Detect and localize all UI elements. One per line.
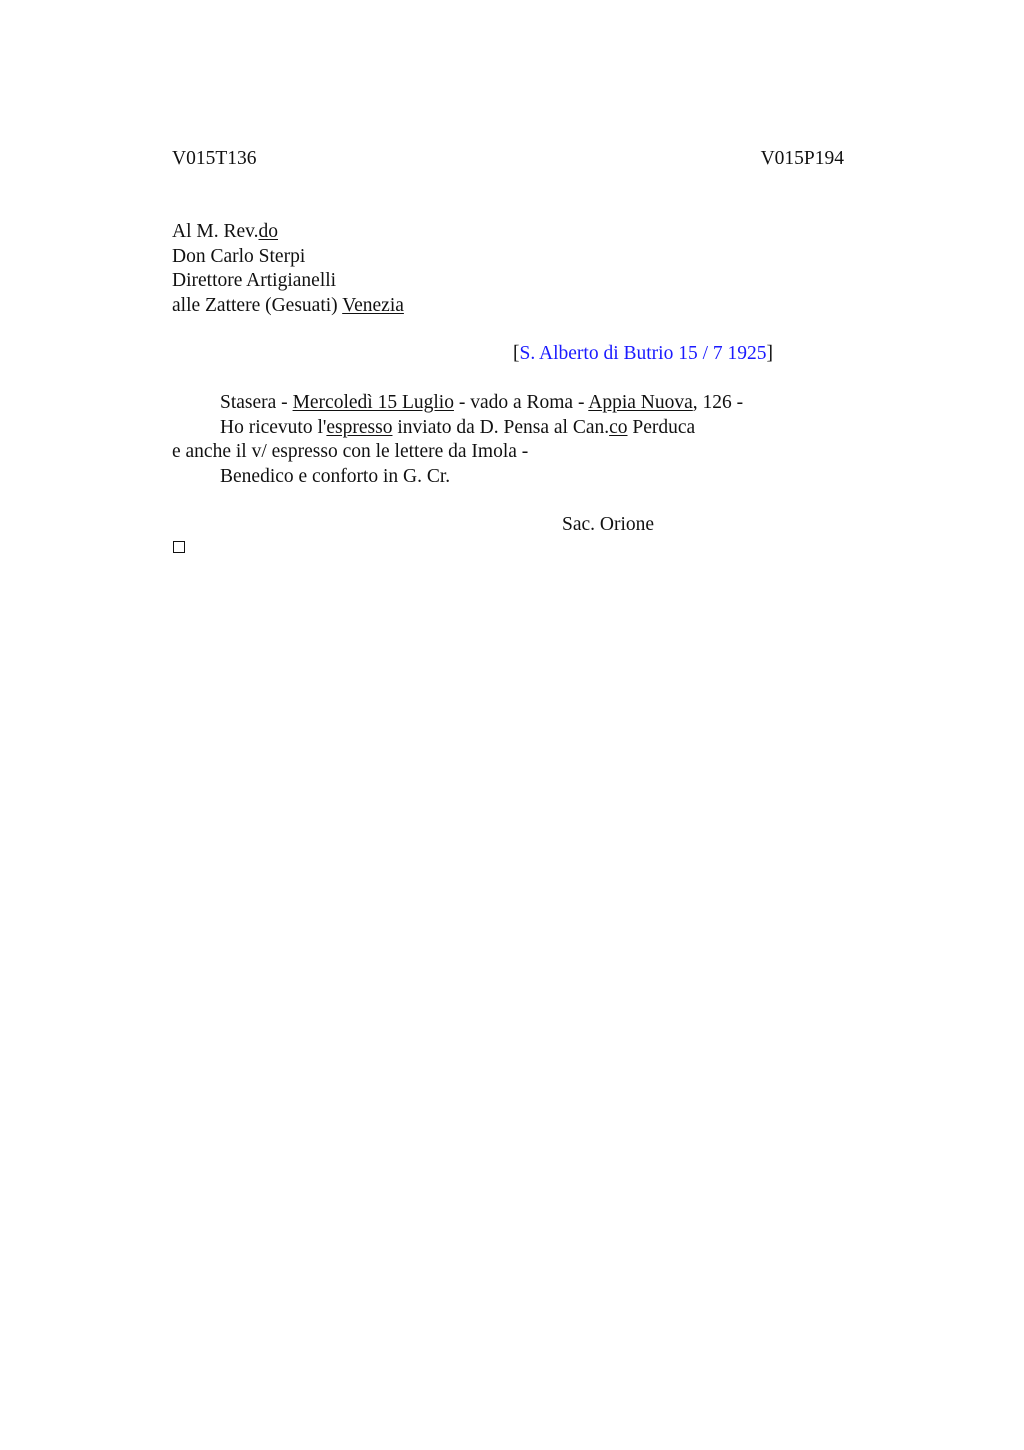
body-line-1-underlined-1: Mercoledì 15 Luglio — [292, 392, 454, 413]
address-line-1 — [172, 220, 404, 245]
body-line-2-part-2: inviato da D. Pensa al Can. — [392, 416, 610, 438]
reference-code-left: V015T136 — [172, 148, 257, 169]
signature: Sac. Orione — [562, 514, 655, 535]
body-line-2-part-3: Perduca — [627, 416, 696, 438]
body-line-1 — [172, 391, 872, 416]
address-line-3: Direttore Artigianelli — [172, 270, 337, 291]
letter-date — [513, 342, 773, 366]
date-open-bracket: [ — [513, 343, 520, 364]
address-line-2: Don Carlo Sterpi — [172, 245, 306, 267]
body-line-3: e anche il v/ espresso con le lettere da Imola - — [172, 441, 529, 462]
body-line-2-underlined-1: espresso — [326, 416, 393, 438]
body-line-2-underlined-2: co — [609, 416, 628, 438]
body-line-1-part-2: - vado a Roma - — [453, 392, 589, 413]
address-line-1-abbrev: do — [258, 221, 278, 242]
empty-square-icon — [173, 541, 185, 553]
date-text: S. Alberto di Butrio 15 / 7 1925 — [519, 343, 767, 364]
body-line-1-underlined-2: Appia Nuova — [588, 392, 693, 413]
body-line-1-part-1: Stasera - — [220, 392, 293, 413]
letter-body — [172, 391, 872, 489]
address-line-4-prefix: alle Zattere (Gesuati) — [172, 294, 343, 316]
body-line-2-part-1: Ho ricevuto l' — [220, 416, 327, 438]
date-close-bracket: ] — [766, 343, 774, 364]
recipient-address — [172, 220, 404, 318]
body-line-2 — [172, 416, 872, 441]
body-line-1-part-3: , 126 - — [692, 392, 744, 413]
body-line-4: Benedico e conforto in G. Cr. — [220, 465, 451, 487]
address-line-4 — [172, 294, 404, 319]
address-city: Venezia — [342, 294, 404, 316]
reference-code-right: V015P194 — [760, 148, 844, 169]
address-line-1-prefix: Al M. Rev. — [172, 221, 259, 242]
